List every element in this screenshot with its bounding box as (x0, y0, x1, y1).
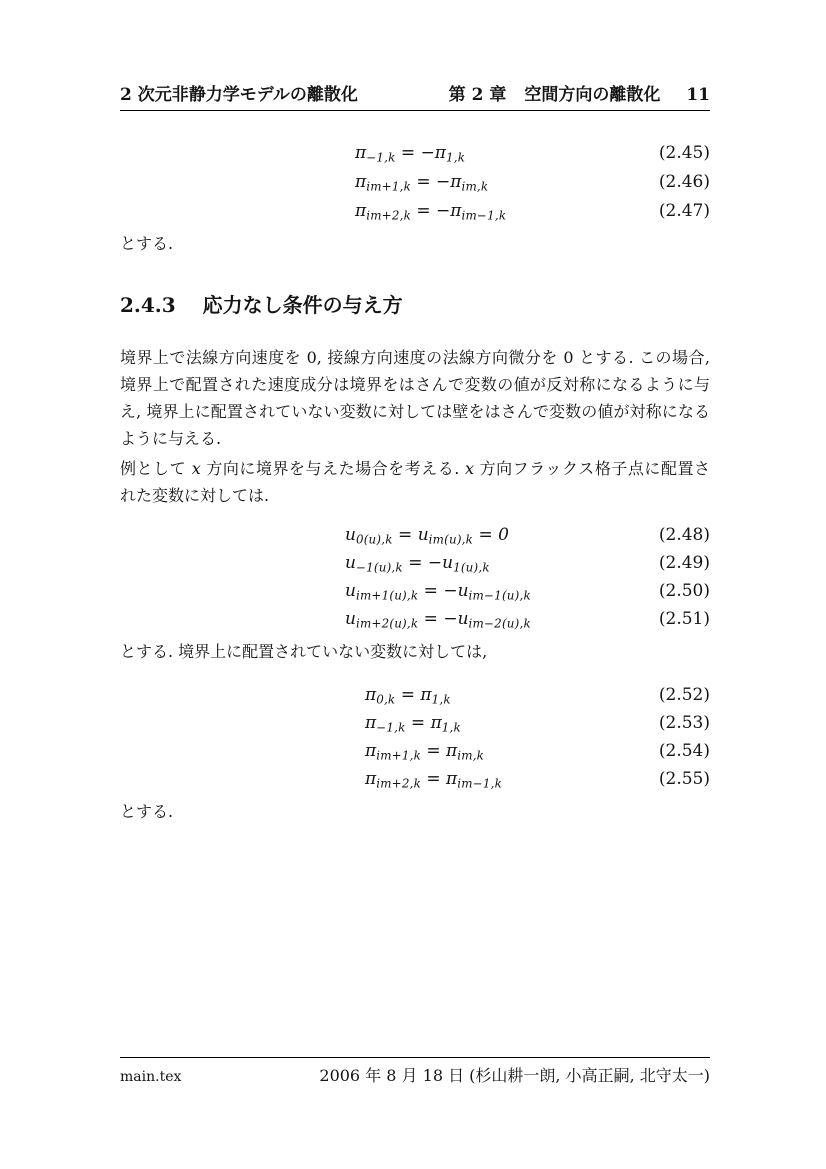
footer-filename: main.tex (120, 1069, 182, 1085)
equation-row (120, 577, 710, 605)
header-chapter-title: 空間方向の離散化 (524, 85, 661, 105)
paragraph-1-line-2: 境界上で配置された速度成分は境界をはさんで変数の値が反対称になるように与 (120, 375, 710, 394)
paragraph-2-line-2: れた変数に対しては. (120, 486, 270, 505)
equation-math: $u_{im+1(u),k} = -u_{im-1(u),k}$ (345, 581, 531, 603)
equation-math: $u_{0(u),k} = u_{im(u),k} = 0$ (345, 525, 509, 547)
equation-number: (2.46) (658, 172, 710, 192)
section-heading (120, 293, 710, 317)
equation-math: $\pi_{im+1,k} = -\pi_{im,k}$ (355, 172, 489, 194)
equation-row (120, 605, 710, 633)
equation-math: $\pi_{im+2,k} = \pi_{im-1,k}$ (365, 769, 503, 791)
inline-math-x: x (464, 459, 475, 478)
equation-row (120, 709, 710, 737)
equation-math: $\pi_{im+1,k} = \pi_{im,k}$ (365, 741, 485, 763)
equation-number: (2.48) (658, 525, 710, 545)
equation-math: $\pi_{im+2,k} = -\pi_{im-1,k}$ (355, 201, 507, 223)
section-number: 2.4.3 (120, 293, 176, 317)
equation-math: $\pi_{-1,k} = -\pi_{1,k}$ (355, 143, 466, 165)
paragraph-1-line-3: え, 境界上に配置されていない変数に対しては壁をはさんで変数の値が対称になる (120, 402, 710, 421)
body-text-tosuru-1: とする. (120, 234, 174, 253)
section-title: 応力なし条件の与え方 (202, 293, 403, 317)
paragraph-2-text: 例として (120, 459, 192, 478)
body-text-mid: とする. 境界上に配置されていない変数に対しては, (120, 642, 488, 661)
equation-group-2 (120, 521, 710, 633)
equation-math: $\pi_{0,k} = \pi_{1,k}$ (365, 685, 451, 707)
equation-number: (2.47) (658, 201, 710, 221)
equation-number: (2.50) (658, 581, 710, 601)
equation-number: (2.52) (658, 685, 710, 705)
equation-number: (2.51) (658, 609, 710, 629)
equation-number: (2.49) (658, 553, 710, 573)
equation-row (120, 168, 710, 197)
equation-group-1 (120, 139, 710, 226)
body-text-tosuru-2: とする. (120, 802, 174, 821)
equation-row (120, 139, 710, 168)
paragraph-2-line-1 (120, 455, 710, 482)
page-footer (120, 1057, 710, 1086)
paragraph-1-line-4: ように与える. (120, 429, 222, 448)
equation-number: (2.54) (658, 741, 710, 761)
header-left-title: 2 次元非静力学モデルの離散化 (120, 85, 358, 105)
paragraph-2-text: 方向フラックス格子点に配置さ (474, 459, 710, 478)
footer-date-authors: 2006 年 8 月 18 日 (杉山耕一朗, 小高正嗣, 北守太一) (319, 1066, 710, 1085)
header-chapter-number: 第 2 章 (448, 85, 507, 105)
equation-math: $u_{im+2(u),k} = -u_{im-2(u),k}$ (345, 609, 531, 631)
page-number: 11 (686, 85, 710, 105)
equation-row (120, 549, 710, 577)
equation-row (120, 681, 710, 709)
header-chapter (449, 85, 710, 105)
page-header (120, 85, 710, 111)
equation-math: $u_{-1(u),k} = -u_{1(u),k}$ (345, 553, 490, 575)
equation-row (120, 521, 710, 549)
equation-number: (2.53) (658, 713, 710, 733)
paragraph-1-line-1: 境界上で法線方向速度を 0, 接線方向速度の法線方向微分を 0 とする. この場合, (120, 348, 710, 367)
paragraph-2-text: 方向に境界を与えた場合を考える. (200, 459, 465, 478)
equation-row (120, 197, 710, 226)
equation-math: $\pi_{-1,k} = \pi_{1,k}$ (365, 713, 461, 735)
equation-row (120, 765, 710, 793)
paragraph-2 (120, 455, 710, 509)
equation-group-3 (120, 681, 710, 793)
equation-row (120, 737, 710, 765)
equation-number: (2.55) (658, 769, 710, 789)
paragraph-1 (120, 344, 710, 452)
inline-math-x: x (191, 459, 201, 478)
equation-number: (2.45) (658, 143, 710, 163)
